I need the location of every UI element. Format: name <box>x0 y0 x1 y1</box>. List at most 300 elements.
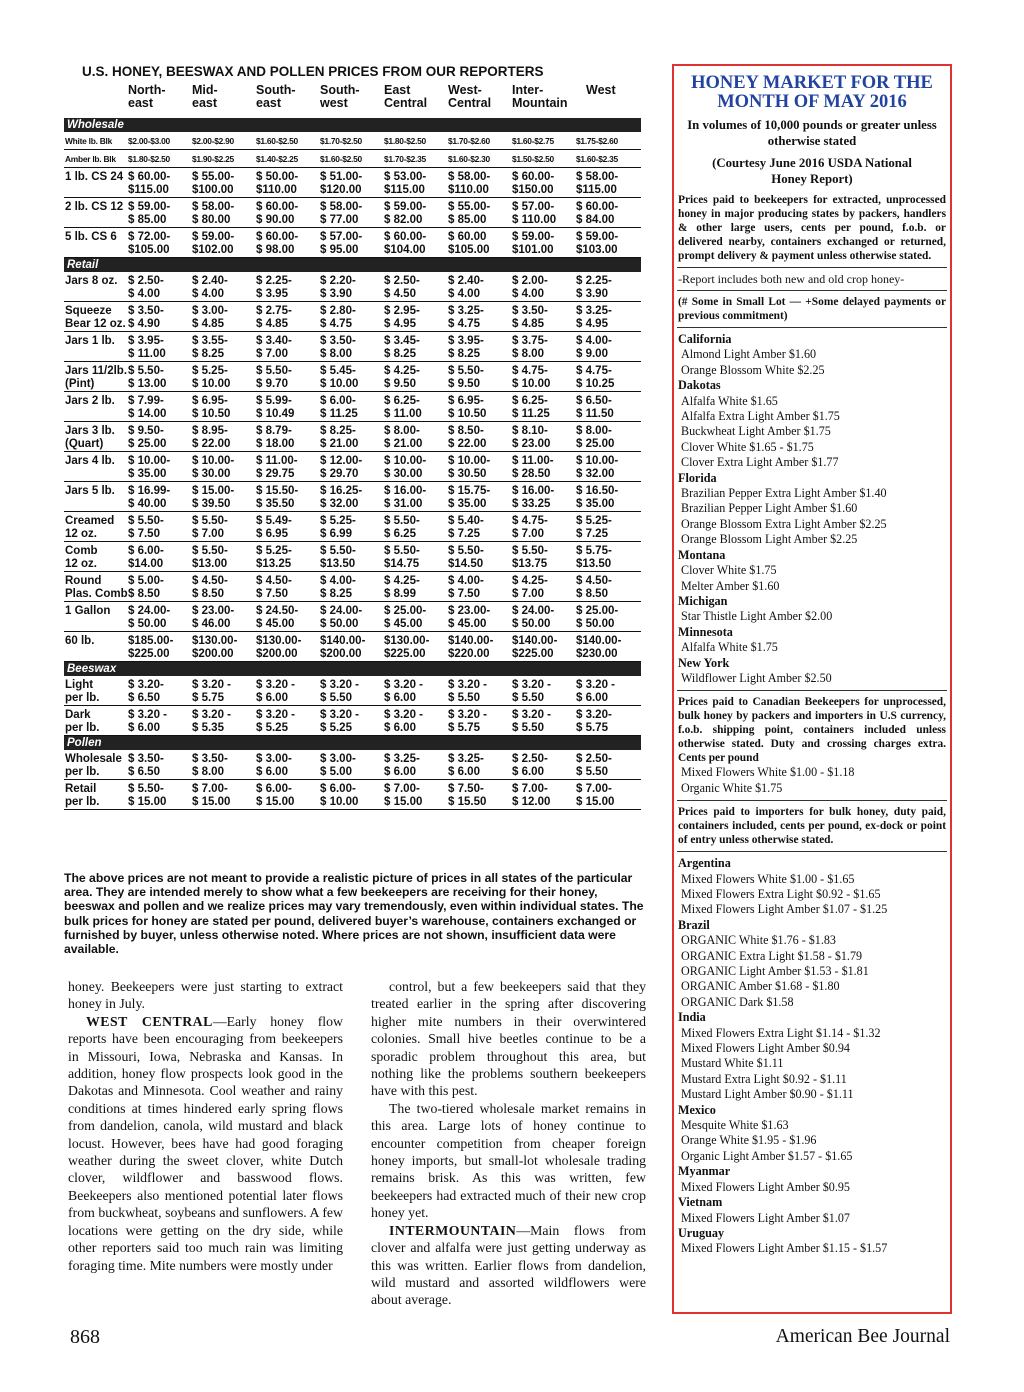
price-cell <box>448 709 487 735</box>
row-label-line: Jars 4 lb. <box>65 455 115 467</box>
price-value: $ 7.50 <box>448 588 480 600</box>
price-value: $ 2.50- <box>384 275 420 287</box>
price-value: $ 7.00- <box>512 783 548 795</box>
price-value: $ 25.00- <box>384 605 427 617</box>
price-value: $ 8.25 <box>448 348 480 360</box>
price-value: $ 10.00- <box>576 455 619 467</box>
price-value: $ 35.50 <box>256 498 295 510</box>
region-header <box>384 84 427 110</box>
price-cell <box>320 575 356 601</box>
region-header <box>128 84 166 110</box>
price-cell <box>512 365 550 391</box>
price-value: $ 59.00- <box>512 231 555 243</box>
price-cell <box>384 605 426 631</box>
price-cell <box>448 425 486 451</box>
price-value: $ 5.50- <box>128 783 164 795</box>
price-value: $130.00- <box>256 635 302 647</box>
row-label <box>65 485 115 498</box>
region-header <box>448 84 491 110</box>
price-value: $ 4.00 <box>512 288 544 300</box>
price-cell <box>576 171 618 197</box>
price-value: $ 8.25- <box>320 425 356 437</box>
price-item: Mustard Light Amber $0.90 - $1.11 <box>681 1087 854 1102</box>
price-cell <box>320 136 362 147</box>
row-label-line: Plas. Comb <box>65 588 128 600</box>
price-value: $105.00 <box>128 244 170 256</box>
price-value: $ 7.25 <box>448 528 480 540</box>
price-cell <box>256 635 301 661</box>
price-value: $ 3.45- <box>384 335 420 347</box>
price-cell <box>576 635 621 661</box>
paragraph-text: control, but a few beekeepers said that they treated earlier in the spring after discovering higher mite numbers in their overwintered colonies. Small hive beetles continue to be a sporadic problem throughout this area, but nothing like the problems southern beekeepers have with this pest. <box>371 979 646 1099</box>
price-row <box>64 750 641 780</box>
price-value: $ 2.25- <box>256 275 292 287</box>
region-header-line: east <box>192 96 218 110</box>
price-value: $ 60.00- <box>512 171 555 183</box>
price-cell <box>256 171 298 197</box>
price-cell <box>576 455 618 481</box>
row-label <box>65 515 114 541</box>
row-label-line: per lb. <box>65 796 100 808</box>
price-cell <box>512 154 554 165</box>
price-cell <box>256 515 292 541</box>
price-value: $ 3.95- <box>128 335 164 347</box>
price-row <box>64 512 641 542</box>
price-value: $ 7.50 <box>128 528 160 540</box>
price-value: $13.50 <box>576 558 612 570</box>
price-cell <box>384 635 429 661</box>
price-item: Melter Amber $1.60 <box>681 578 780 593</box>
price-row <box>64 198 641 228</box>
row-label-line: 1 lb. CS 24 <box>65 171 124 183</box>
price-value: $ 53.00- <box>384 171 427 183</box>
price-value: $ 25.00- <box>576 605 619 617</box>
price-value: $ 39.50 <box>192 498 231 510</box>
price-value: $ 15.50 <box>448 796 487 808</box>
price-cell <box>256 335 292 361</box>
section-band: Retail <box>64 258 641 272</box>
price-cell <box>128 305 164 331</box>
price-item: Organic Light Amber $1.57 - $1.65 <box>681 1148 853 1163</box>
price-cell <box>192 485 234 511</box>
price-value: $ 9.00 <box>576 348 608 360</box>
price-value: $ 23.00 <box>512 438 551 450</box>
price-row <box>64 676 641 706</box>
price-value: $ 6.00 <box>256 766 288 778</box>
price-value: $1.40-$2.25 <box>256 154 298 164</box>
price-cell <box>448 201 490 227</box>
price-value: $14.50 <box>448 558 484 570</box>
row-label <box>65 275 117 288</box>
price-value: $ 10.00- <box>128 455 171 467</box>
price-value: $ 10.25 <box>576 378 615 390</box>
price-cell <box>256 305 292 331</box>
price-value: $ 16.50- <box>576 485 619 497</box>
price-value: $ 3.95- <box>448 335 484 347</box>
price-cell <box>256 545 292 571</box>
price-value: $225.00 <box>384 648 426 660</box>
price-cell <box>384 455 426 481</box>
price-value: $ 3.50- <box>512 305 548 317</box>
row-label <box>65 231 117 244</box>
price-cell <box>320 515 356 541</box>
price-item: Orange Blossom White $2.25 <box>681 362 825 377</box>
region-header <box>586 84 616 97</box>
paragraph-text: —Early honey flow reports have been encouraging from beekeepers in Missouri, Iowa, Nebraska and Kansas. In addition, honey flow prospects look good in the Dakotas and Minnesota. Cool weather and rainy conditions at times hindered early spring flows from dandelion, canola, wild mustard and black locust. However, bees have had good foraging weather during the sweet clover, white Dutch clover, wildflower and basswood flows. Beekeepers also mentioned potential later flows from buckwheat, soybeans and sunflowers. A few locations were getting on the dry side, while other reporters said too much rain was limiting foraging time. Mite numbers were mostly under <box>68 1013 343 1273</box>
price-row <box>64 632 641 662</box>
row-label-line: (Quart) <box>65 438 104 450</box>
price-cell <box>512 455 554 481</box>
row-label-line: Squeeze <box>65 305 112 317</box>
price-cell <box>320 365 358 391</box>
price-value: $ 9.50- <box>128 425 164 437</box>
price-cell <box>320 709 359 735</box>
price-value: $220.00 <box>448 648 490 660</box>
price-value: $ 6.99 <box>320 528 352 540</box>
price-cell <box>192 515 228 541</box>
price-item: Mixed Flowers Light Amber $0.94 <box>681 1041 850 1056</box>
price-value: $ 35.00 <box>128 468 167 480</box>
price-value: $ 58.00- <box>192 201 235 213</box>
price-value: $ 3.20 - <box>576 679 615 691</box>
price-value: $ 5.50- <box>128 365 164 377</box>
price-row <box>64 422 641 452</box>
price-value: $ 46.00 <box>192 618 231 630</box>
price-value: $ 22.00 <box>448 438 487 450</box>
price-value: $ 13.00 <box>128 378 167 390</box>
price-cell <box>384 485 426 511</box>
region-name: Vietnam <box>678 1195 723 1210</box>
price-value: $ 5.50- <box>192 515 228 527</box>
price-value: $ 24.00- <box>128 605 171 617</box>
report-note: -Report includes both new and old crop honey- <box>678 272 905 286</box>
price-cell <box>512 709 551 735</box>
price-value: $ 2.20- <box>320 275 356 287</box>
price-cell <box>128 783 166 809</box>
price-value: $ 2.50- <box>576 753 612 765</box>
price-value: $ 110.00 <box>512 214 557 226</box>
price-cell <box>384 136 426 147</box>
price-value: $ 8.25 <box>192 348 224 360</box>
price-value: $ 7.50 <box>256 588 288 600</box>
price-value: $115.00 <box>576 184 617 196</box>
price-value: $ 10.50 <box>448 408 487 420</box>
price-value: $ 2.40- <box>448 275 484 287</box>
price-cell <box>384 154 426 165</box>
region-header-line: North- <box>128 83 166 97</box>
row-label-line: Comb <box>65 545 98 557</box>
price-value: $ 8.79- <box>256 425 292 437</box>
price-value: $ 60.00- <box>256 201 299 213</box>
price-value: $ 7.00- <box>192 783 228 795</box>
price-item: ORGANIC Amber $1.68 - $1.80 <box>681 979 840 994</box>
price-cell <box>384 365 420 391</box>
price-value: $ 23.00- <box>192 605 235 617</box>
row-label-line: 2 lb. CS 12 <box>65 201 124 213</box>
price-value: $ 16.25- <box>320 485 363 497</box>
row-label <box>65 335 115 348</box>
price-value: $225.00 <box>128 648 170 660</box>
price-value: $14.00 <box>128 558 164 570</box>
price-value: $ 6.95- <box>192 395 228 407</box>
price-item: Almond Light Amber $1.60 <box>681 347 817 362</box>
price-cell <box>320 275 356 301</box>
price-value: $ 15.00 <box>256 796 295 808</box>
price-value: $ 7.50- <box>448 783 484 795</box>
price-value: $13.25 <box>256 558 292 570</box>
price-value: $ 6.00 <box>512 766 544 778</box>
region-name: India <box>678 1010 706 1025</box>
price-cell <box>512 275 548 301</box>
price-value: $13.75 <box>512 558 548 570</box>
price-value: $ 28.50 <box>512 468 551 480</box>
price-value: $ 3.20 - <box>256 709 295 721</box>
price-cell <box>576 575 612 601</box>
row-label-line: Jars 3 lb. <box>65 425 115 437</box>
price-value: $ 5.50- <box>384 545 420 557</box>
price-value: $ 3.75- <box>512 335 548 347</box>
price-value: $ 4.25- <box>512 575 548 587</box>
price-value: $ 5.75 <box>192 692 224 704</box>
price-cell <box>576 709 612 735</box>
price-value: $1.60-$2.50 <box>256 136 298 146</box>
price-cell <box>320 635 365 661</box>
paragraph-text: The two-tiered wholesale market remains in this area. Large lots of honey continue to encounter competition from cheaper foreign honey imports, but small-lot wholesale trading remains brisk. As this was written, few beekeepers had extracted much of their new crop honey yet. <box>371 1100 646 1221</box>
price-cell <box>192 425 230 451</box>
price-value: $103.00 <box>576 244 618 256</box>
price-cell <box>576 365 614 391</box>
price-item: Mesquite White $1.63 <box>681 1118 789 1133</box>
price-cell <box>448 455 490 481</box>
region-heading: WEST CENTRAL <box>86 1013 213 1029</box>
price-value: $1.60-$2.50 <box>320 154 362 164</box>
price-item: Orange Blossom Light Amber $2.25 <box>681 532 858 547</box>
region-header-line: Mountain <box>512 96 568 110</box>
price-cell <box>576 679 615 705</box>
price-value: $ 5.25 <box>320 722 352 734</box>
price-cell <box>384 575 420 601</box>
price-cell <box>320 425 358 451</box>
price-cell <box>512 485 554 511</box>
price-cell <box>128 275 164 301</box>
price-row <box>64 482 641 512</box>
price-value: $ 3.20 - <box>128 709 167 721</box>
price-cell <box>256 679 295 705</box>
region-header-line: Central <box>448 96 492 110</box>
price-value: $ 30.50 <box>448 468 487 480</box>
price-value: $230.00 <box>576 648 618 660</box>
price-value: $ 4.75- <box>512 515 548 527</box>
price-value: $1.70-$2.50 <box>320 136 362 146</box>
region-name: Uruguay <box>678 1225 725 1240</box>
price-value: $1.80-$2.50 <box>128 154 170 164</box>
price-cell <box>256 753 292 779</box>
price-value: $ 3.20 - <box>512 709 551 721</box>
price-value: $ 10.49 <box>256 408 295 420</box>
price-cell <box>256 275 292 301</box>
price-cell <box>384 709 423 735</box>
price-value: $ 82.00 <box>384 214 423 226</box>
price-cell <box>192 201 234 227</box>
price-cell <box>576 231 618 257</box>
price-value: $13.50 <box>320 558 356 570</box>
price-value: $ 3.50- <box>128 753 164 765</box>
region-name: California <box>678 332 732 346</box>
price-value: $ 6.25- <box>384 395 420 407</box>
row-label-line: per lb. <box>65 692 100 704</box>
price-cell <box>128 231 170 257</box>
price-report-title: U.S. HONEY, BEESWAX AND POLLEN PRICES FROM OUR REPORTERS <box>82 64 544 79</box>
article-paragraph <box>68 1013 343 1274</box>
price-cell <box>256 425 294 451</box>
price-value: $ 2.25- <box>576 275 612 287</box>
article-paragraph <box>371 1100 646 1222</box>
price-item: Clover Extra Light Amber $1.77 <box>681 455 839 470</box>
price-value: $ 3.25- <box>448 305 484 317</box>
price-value: $ 6.50- <box>576 395 612 407</box>
price-cell <box>192 335 228 361</box>
article-paragraph <box>371 1222 646 1309</box>
price-value: $185.00- <box>128 635 174 647</box>
price-cell <box>128 335 166 361</box>
price-cell <box>256 605 298 631</box>
price-value: $ 6.95- <box>448 395 484 407</box>
price-cell <box>448 679 487 705</box>
price-value: $ 3.20 - <box>256 679 295 691</box>
region-name: Brazil <box>678 917 710 932</box>
price-cell <box>448 515 484 541</box>
row-label <box>65 709 100 735</box>
price-value: $ 5.75 <box>576 722 608 734</box>
price-value: $ 6.00- <box>320 783 356 795</box>
price-value: $ 45.00 <box>256 618 295 630</box>
price-item: Mixed Flowers Light Amber $0.95 <box>681 1179 850 1194</box>
price-value: $ 16.00- <box>384 485 427 497</box>
price-cell <box>448 136 490 147</box>
volume-note: In volumes of 10,000 pounds or greater unless otherwise stated <box>687 118 937 148</box>
courtesy-note: (Courtesy June 2016 USDA National Honey Report) <box>712 156 912 186</box>
region-name: Minnesota <box>678 624 733 639</box>
price-cell <box>576 275 612 301</box>
price-value: $ 4.90 <box>128 318 160 330</box>
row-label <box>65 545 98 571</box>
price-item: Mixed Flowers Light Amber $1.15 - $1.57 <box>681 1241 888 1256</box>
price-value: $ 6.50 <box>128 766 160 778</box>
price-value: $ 85.00 <box>128 214 167 226</box>
price-value: $ 3.20 - <box>320 679 359 691</box>
price-value: $ 57.00- <box>320 231 363 243</box>
price-cell <box>320 679 359 705</box>
price-value: $ 4.50 <box>384 288 416 300</box>
price-cell <box>576 154 618 165</box>
price-value: $ 3.20 - <box>512 679 551 691</box>
price-value: $ 7.00 <box>512 528 544 540</box>
price-value: $ 5.25- <box>192 365 228 377</box>
price-cell <box>576 783 614 809</box>
price-value: $ 6.00 <box>128 722 160 734</box>
region-name: Myanmar <box>678 1164 731 1179</box>
price-cell <box>512 605 554 631</box>
price-value: $ 7.25 <box>576 528 608 540</box>
price-cell <box>576 605 618 631</box>
region-name: Michigan <box>678 593 728 608</box>
price-value: $ 6.00 <box>448 766 480 778</box>
import-prices <box>674 856 950 1257</box>
price-value: $ 59.00- <box>576 231 619 243</box>
price-item: Mustard Extra Light $0.92 - $1.11 <box>681 1071 847 1086</box>
price-value: $ 7.99- <box>128 395 164 407</box>
price-item: Alfalfa White $1.75 <box>681 640 778 655</box>
price-item: Mixed Flowers White $1.00 - $1.18 <box>681 765 855 780</box>
price-value: $ 15.00 <box>384 796 423 808</box>
row-label <box>65 136 112 147</box>
price-value: $ 8.00 <box>192 766 224 778</box>
page-number: 868 <box>70 1326 100 1348</box>
price-value: $ 3.20 - <box>192 679 231 691</box>
price-cell <box>448 171 490 197</box>
price-cell <box>192 575 228 601</box>
row-label <box>65 365 127 391</box>
price-value: $ 4.95 <box>384 318 416 330</box>
price-cell <box>192 365 230 391</box>
price-cell <box>512 575 548 601</box>
price-value: $ 14.00 <box>128 408 167 420</box>
price-value: $1.90-$2.25 <box>192 154 234 164</box>
region-header <box>256 84 296 110</box>
price-cell <box>192 709 231 735</box>
price-cell <box>512 171 554 197</box>
price-value: $ 10.00- <box>384 455 427 467</box>
region-header <box>512 84 568 110</box>
price-value: $ 3.20 - <box>384 679 423 691</box>
row-label-line: 60 lb. <box>65 635 95 647</box>
price-value: $ 8.00- <box>384 425 420 437</box>
row-label <box>65 395 115 408</box>
price-cell <box>384 545 420 571</box>
price-item: Alfalfa White $1.65 <box>681 393 778 408</box>
price-value: $ 30.00 <box>384 468 423 480</box>
price-row <box>64 780 641 810</box>
sidebar-title: HONEY MARKET FOR THE MONTH OF MAY 2016 <box>691 73 933 112</box>
price-cell <box>384 231 426 257</box>
price-cell <box>256 201 298 227</box>
paragraph-text: —Main flows from clover and alfalfa were just getting underway as this was written. Earlier flows from dandelion, wild mustard and assorted wildflowers were about average. <box>371 1222 646 1308</box>
price-value: $ 6.00- <box>320 395 356 407</box>
price-value: $ 2.80- <box>320 305 356 317</box>
price-value: $ 5.50- <box>128 515 164 527</box>
price-value: $ 72.00- <box>128 231 171 243</box>
price-value: $ 4.25- <box>384 575 420 587</box>
price-row <box>64 362 641 392</box>
price-cell <box>256 783 294 809</box>
price-value: $ 8.00 <box>320 348 352 360</box>
price-item: Clover White $1.75 <box>681 563 777 578</box>
price-cell <box>128 365 166 391</box>
row-label-line: Amber lb. Blk <box>65 154 116 164</box>
price-value: $ 11.00 <box>384 408 422 420</box>
price-cell <box>512 136 554 147</box>
price-value: $ 59.00- <box>128 201 171 213</box>
price-value: $ 4.00- <box>576 335 612 347</box>
row-label-line: 12 oz. <box>65 558 97 570</box>
lot-note: (# Some in Small Lot — +Some delayed payments or previous commitment) <box>678 296 946 322</box>
domestic-prices <box>674 332 950 686</box>
paragraph-text: honey. Beekeepers were just starting to extract honey in July. <box>68 979 343 1012</box>
price-cell <box>128 545 164 571</box>
price-value: $ 3.50- <box>128 305 164 317</box>
price-value: $ 4.85 <box>256 318 288 330</box>
price-value: $102.00 <box>192 244 234 256</box>
